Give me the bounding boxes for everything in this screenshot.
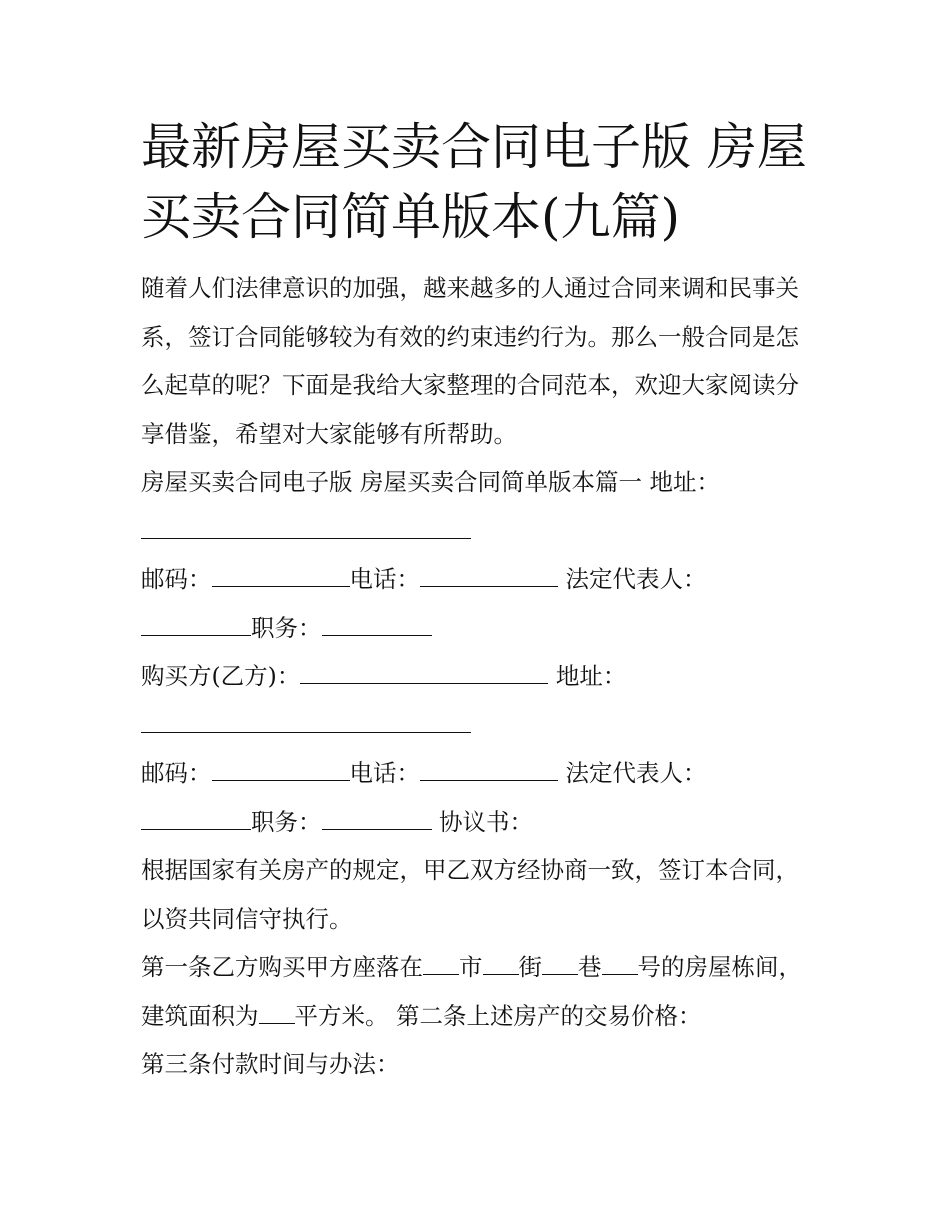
buyer-label: 购买方(乙方)： [141,662,301,690]
article3-paragraph: 第三条付款时间与办法： [141,1050,400,1078]
seller-phone-blank [420,564,558,587]
buyer-postcode-label: 邮码： [141,759,212,787]
buyer-postcode-blank [212,758,350,781]
seller-address-line [141,507,813,556]
lane-blank [542,952,578,975]
section1-heading-text: 房屋买卖合同电子版 房屋买卖合同简单版本篇一 地址： [141,468,720,496]
article1-part1: 第一条乙方购买甲方座落在 [141,953,423,981]
buyer-name-blank [300,661,548,684]
document-body [141,112,813,1089]
article1-lane: 巷 [578,953,602,981]
preamble-paragraph: 根据国家有关房产的规定，甲乙双方经协商一致，签订本合同，以资共同信守执行。 [141,856,799,933]
article1-number-suffix: 号的房屋栋间，建筑面积为 [141,953,802,1030]
seller-position-label: 职务： [251,613,322,642]
city-blank [423,952,459,975]
seller-rep-blank [141,613,251,636]
seller-contact-line [141,555,813,604]
seller-postcode-label: 邮码： [141,565,212,593]
street-blank [483,952,519,975]
buyer-line [141,652,813,701]
article1-area-unit: 平方米。 [294,1001,389,1030]
buyer-address-line [141,701,813,750]
seller-address-blank [141,516,471,539]
buyer-address-label: 地址： [555,662,627,690]
buyer-contact-line [141,749,813,798]
agreement-label: 协议书： [438,807,533,836]
document-title: 最新房屋买卖合同电子版 房屋买卖合同简单版本(九篇) [141,118,807,246]
section1-heading [141,458,813,507]
buyer-phone-blank [420,758,558,781]
buyer-address-blank [141,710,471,733]
buyer-rep-label: 法定代表人： [565,759,707,787]
buyer-position-line [141,798,813,847]
article1-street: 街 [518,953,542,981]
seller-rep-label: 法定代表人： [565,565,707,593]
article2-text: 第二条上述房产的交易价格： [395,1001,702,1030]
seller-phone-label: 电话： [349,565,420,593]
buyer-phone-label: 电话： [349,759,420,787]
intro-paragraph: 随着人们法律意识的加强，越来越多的人通过合同来调和民事关系，签订合同能够较为有效的约束违约行为。那么一般合同是怎么起草的呢？下面是我给大家整理的合同范本，欢迎大家阅读分享借鉴，希望对大家能够有所帮助。 [141,274,799,448]
seller-position-line [141,604,813,653]
area-blank [259,1001,295,1024]
number-blank [602,952,638,975]
seller-position-blank [322,613,432,636]
article1-city: 市 [459,953,483,981]
buyer-position-blank [322,807,432,830]
seller-postcode-blank [212,564,350,587]
buyer-position-label: 职务： [251,807,322,836]
buyer-rep-blank [141,807,251,830]
article1-paragraph [141,943,813,1040]
